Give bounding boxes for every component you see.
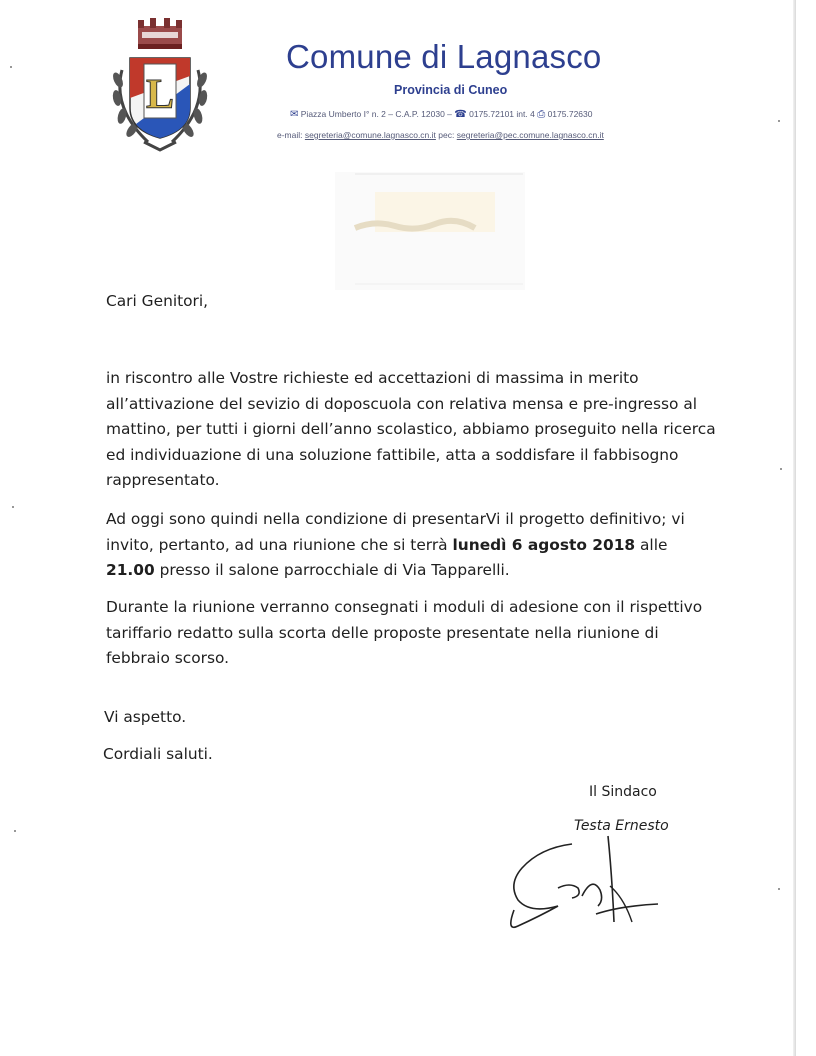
meeting-date: lunedì 6 agosto 2018 [452, 535, 636, 554]
email-line [277, 130, 604, 140]
phone-icon: ☎ [454, 109, 467, 120]
pec-label: pec: [438, 130, 455, 140]
page-edge-shadow [793, 0, 796, 1056]
email-label: e-mail: [277, 130, 303, 140]
scan-speck [780, 468, 782, 470]
address-text: Piazza Umberto I° n. 2 – C.A.P. 12030 – [300, 109, 452, 119]
scan-speck [10, 66, 12, 68]
municipal-crest-icon [108, 18, 212, 156]
scan-speck [778, 888, 780, 890]
envelope-icon: ✉ [290, 109, 299, 120]
meeting-time: 21.00 [106, 561, 155, 579]
letter-paragraph-2 [106, 507, 721, 584]
letter-paragraph-3: Durante la riunione verranno consegnati i moduli di adesione con il rispettivo tariffario redatto sulla scorta delle proposte presentate nella riunione di febbraio scorso. [106, 598, 703, 667]
paragraph-2-text-end: presso il salone parrocchiale di Via Tapparelli. [154, 561, 510, 579]
faded-stamp-mark [335, 172, 525, 290]
closing-line-2: Cordiali saluti. [103, 745, 213, 763]
closing-line-1: Vi aspetto. [104, 708, 187, 726]
fax-text: 0175.72630 [547, 109, 593, 119]
signatory-name: Testa Ernesto [574, 818, 669, 834]
paragraph-2-text-mid: alle [635, 535, 668, 554]
pec-link[interactable]: segreteria@pec.comune.lagnasco.cn.it [456, 130, 604, 140]
scan-speck [778, 120, 780, 122]
phone-text: 0175.72101 int. 4 [469, 109, 535, 119]
scan-speck [14, 830, 16, 832]
letter-salutation: Cari Genitori, [106, 292, 209, 310]
handwritten-signature [500, 826, 670, 936]
municipality-title: Comune di Lagnasco [286, 38, 602, 75]
email-link[interactable]: segreteria@comune.lagnasco.cn.it [304, 130, 436, 140]
paragraph-2-text-start: Ad oggi sono quindi nella condizione di presentarVi il progetto definitivo; vi invito, pertanto, ad una riunione che si terrà [106, 510, 685, 554]
province-subtitle: Provincia di Cuneo [394, 83, 508, 97]
letter-paragraph-1: in riscontro alle Vostre richieste ed accettazioni di massima in merito all’attivazione del sevizio di doposcuola con relativa mensa e pre-ingresso al mattino, per tutti i giorni dell’anno scolastico, abbiamo proseguito nella ricerca ed individuazione di una soluzione fattibile, atta a soddisfare il fabbisogno rappresentato. [106, 369, 716, 489]
contact-line [290, 109, 593, 120]
crest-letter: L [145, 72, 175, 118]
signatory-role: Il Sindaco [589, 784, 657, 800]
fax-icon: ⎙ [537, 109, 546, 120]
scan-speck [12, 506, 14, 508]
